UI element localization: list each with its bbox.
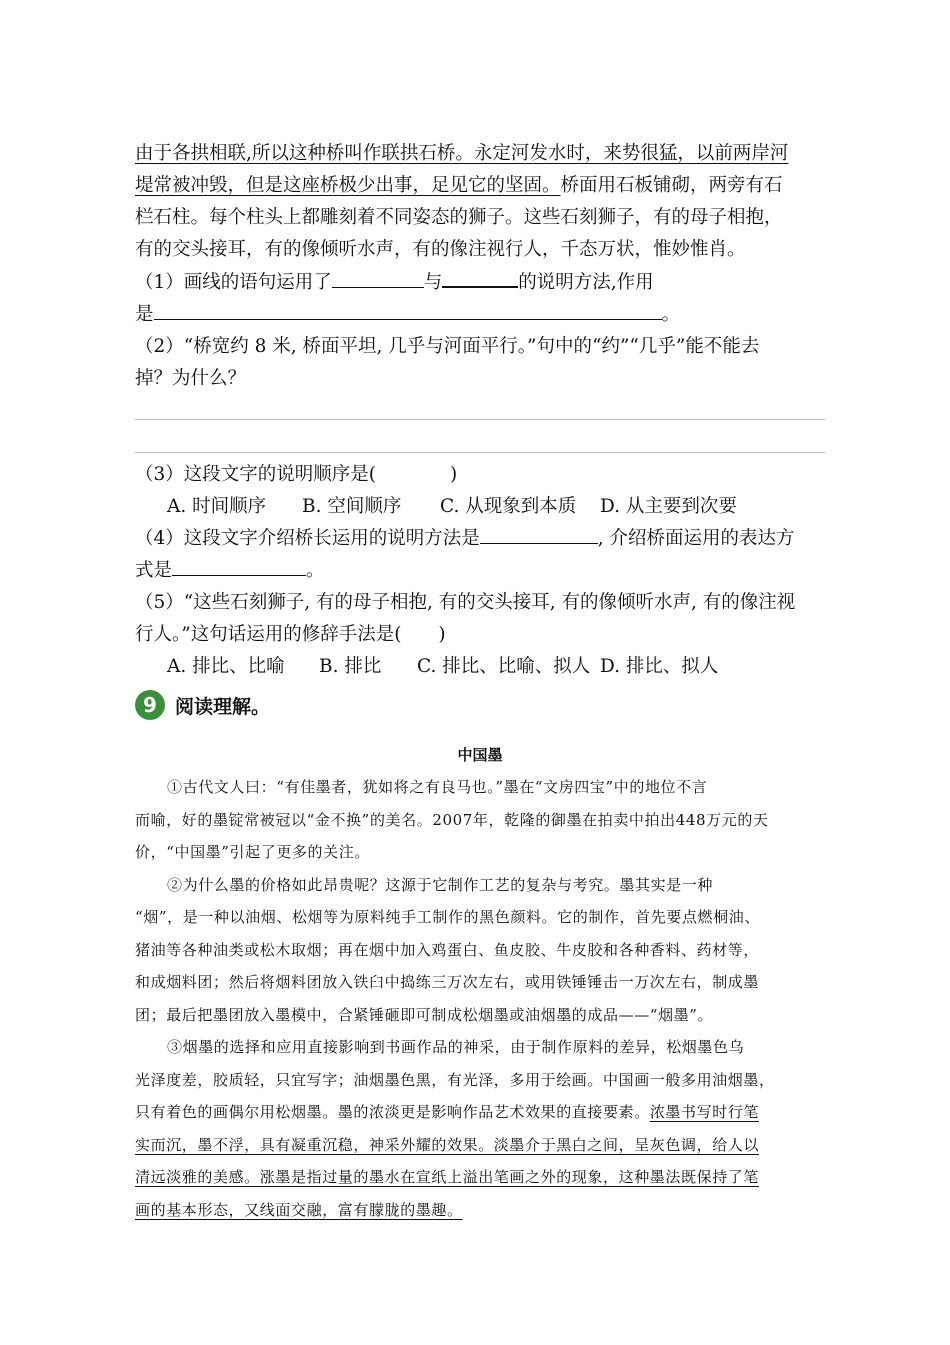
question-text: 与 xyxy=(423,272,443,293)
underlined-text: 实而沉，墨不浮，具有凝重沉稳，神采外耀的效果。淡墨介于黑白之间，呈灰色调，给人以 xyxy=(135,1135,760,1154)
article-line xyxy=(135,966,825,999)
question-text: 。 xyxy=(661,304,681,325)
question-text: （1）画线的语句运用了 xyxy=(135,272,332,293)
bridge-passage xyxy=(135,138,825,266)
underlined-text: 浓墨书写时行笔 xyxy=(649,1103,760,1121)
worksheet-page xyxy=(135,138,825,1226)
question-text: , 介绍桥面运用的表达方 xyxy=(597,528,795,549)
option-d[interactable]: D. 排比、拟人 xyxy=(600,656,719,677)
question-5-line-2: 行人。”这句话运用的修辞手法是( ) xyxy=(135,624,446,645)
plain-text: 而喻，好的墨锭常被冠以“金不换”的美名。2007年，乾隆的御墨在拍卖中拍出448万元的天 xyxy=(135,810,769,829)
article-line xyxy=(135,836,825,869)
article-line xyxy=(135,869,825,902)
question-text: 是 xyxy=(135,304,154,325)
plain-text: 光泽度差，胶质轻，只宜写字；油烟墨色黑，有光泽，多用于绘画。中国画一般多用油烟墨， xyxy=(135,1070,775,1089)
article-line xyxy=(135,999,825,1032)
underlined-text: 由于各拱相联,所以这种桥叫作联拱石桥。永定河发水时，来势很猛，以前两岸河 xyxy=(135,143,789,164)
plain-text: 猪油等各种油类或松木取烟；再在烟中加入鸡蛋白、鱼皮胶、牛皮胶和各种香料、药材等， xyxy=(135,940,760,959)
question-2-line-1: （2）“桥宽约 8 米, 桥面平坦, 几乎与河面平行。”句中的“约”“几乎”能不能去 xyxy=(135,336,760,357)
passage-line xyxy=(135,170,825,202)
article-line xyxy=(135,804,825,837)
underlined-text: 清远淡雅的美感。涨墨是指过量的墨水在宣纸上溢出笔画之外的现象，这种墨法既保持了笔 xyxy=(135,1168,760,1186)
question-text: 。 xyxy=(306,560,325,581)
question-4-line-2 xyxy=(135,555,825,587)
option-b[interactable]: B. 排比 xyxy=(319,656,382,677)
answer-blank[interactable] xyxy=(442,266,518,288)
option-c[interactable]: C. 从现象到本质 xyxy=(440,496,577,517)
question-text: 式是 xyxy=(135,560,173,581)
question-1-line-2 xyxy=(135,299,825,331)
article-line xyxy=(135,1096,825,1129)
option-c[interactable]: C. 排比、比喻、拟人 xyxy=(417,656,591,677)
question-5-options xyxy=(135,651,825,683)
plain-text: ②为什么墨的价格如此昂贵呢？这源于它制作工艺的复杂与考究。墨其实是一种 xyxy=(167,875,714,894)
article-line xyxy=(135,1161,825,1194)
passage-line xyxy=(135,234,825,266)
article-line xyxy=(135,1064,825,1097)
plain-text: 价，“中国墨”引起了更多的关注。 xyxy=(135,843,370,861)
answer-blank[interactable] xyxy=(480,523,598,544)
option-a[interactable]: A. 时间顺序 xyxy=(167,496,267,517)
plain-text: 有的交头接耳，有的像倾听水声，有的像注视行人，千态万状，惟妙惟肖。 xyxy=(135,239,746,260)
article-line xyxy=(135,901,825,934)
option-b[interactable]: B. 空间顺序 xyxy=(302,496,402,517)
question-2-line-2: 掉？为什么？ xyxy=(135,368,247,389)
article-line xyxy=(135,1194,825,1227)
answer-blank[interactable] xyxy=(172,555,306,576)
article-line xyxy=(135,1031,825,1064)
answer-blank[interactable] xyxy=(332,267,424,288)
plain-text: 桥面用石板铺砌，两旁有石 xyxy=(560,175,783,196)
underlined-text: 堤常被冲毁，但是这座桥极少出事，足见它的坚固。 xyxy=(135,175,561,196)
plain-text: ③烟墨的选择和应用直接影响到书画作品的神采，由于制作原料的差异，松烟墨色乌 xyxy=(167,1038,745,1056)
passage-line xyxy=(135,202,825,234)
underlined-text: 画的基本形态，又线面交融，富有朦胧的墨趣。 xyxy=(135,1200,463,1219)
question-3: （3）这段文字的说明顺序是( ) xyxy=(135,464,458,485)
passage-line xyxy=(135,138,825,170)
section-number-badge: 9 xyxy=(135,690,165,720)
plain-text: 团；最后把墨团放入墨模中，合紧锤砸即可制成松烟墨或油烟墨的成品——“烟墨”。 xyxy=(135,1005,714,1024)
article-line xyxy=(135,1129,825,1162)
answer-blank[interactable] xyxy=(154,299,662,320)
article-line xyxy=(135,771,825,804)
question-1-line-1 xyxy=(135,266,825,299)
plain-text: 栏石柱。每个柱头上都雕刻着不同姿态的狮子。这些石刻狮子，有的母子相抱， xyxy=(135,207,783,228)
section-title: 阅读理解。 xyxy=(175,695,271,718)
plain-text: 只有着色的画偶尔用松烟墨。墨的浓淡更是影响作品艺术效果的直接要素。 xyxy=(135,1103,650,1121)
article-line xyxy=(135,934,825,967)
plain-text: 和成烟料团；然后将烟料团放入铁臼中捣练三万次左右，或用铁锤锤击一万次左右，制成墨 xyxy=(135,973,760,991)
option-d[interactable]: D. 从主要到次要 xyxy=(600,496,737,517)
question-text: （4）这段文字介绍桥长运用的说明方法是 xyxy=(135,528,480,549)
plain-text: “烟”，是一种以油烟、松烟等为原料纯手工制作的黑色颜料。它的制作，首先要点燃桐油、 xyxy=(135,908,760,926)
ink-article xyxy=(135,771,825,1226)
article-title: 中国墨 xyxy=(457,746,503,764)
question-5-line-1: （5）“这些石刻狮子, 有的母子相抱, 有的交头接耳, 有的像倾听水声, 有的像注视 xyxy=(135,592,796,613)
option-a[interactable]: A. 排比、比喻 xyxy=(167,656,285,677)
plain-text: ①古代文人曰：“有佳墨者，犹如将之有良马也。”墨在“文房四宝”中的地位不言 xyxy=(167,778,708,796)
section-header xyxy=(135,687,825,723)
question-text: 的说明方法,作用 xyxy=(518,272,654,293)
question-4-line-1 xyxy=(135,523,825,555)
question-3-options xyxy=(135,491,825,523)
